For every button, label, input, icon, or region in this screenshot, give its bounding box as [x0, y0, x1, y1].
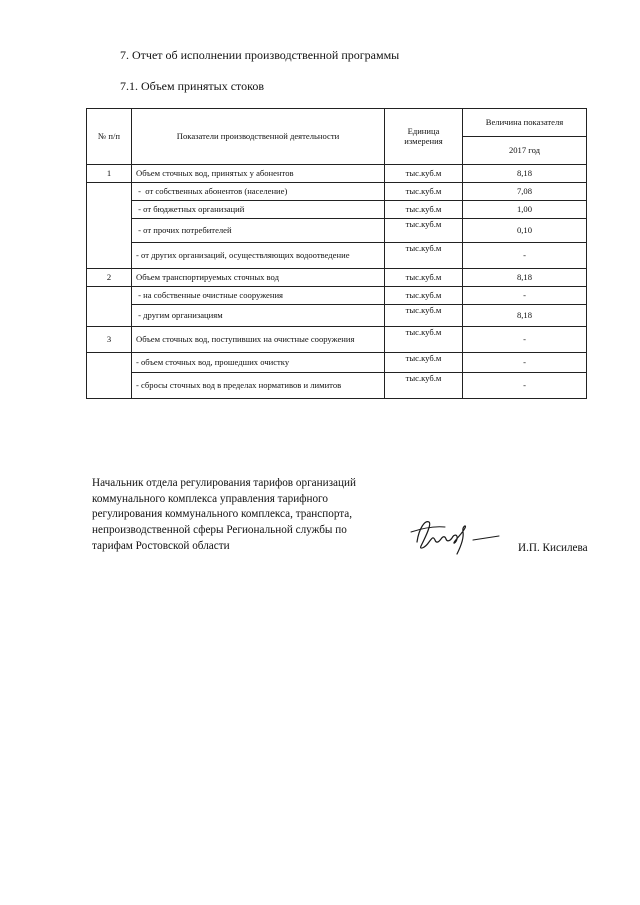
row-unit: тыс.куб.м	[385, 269, 463, 287]
table-row	[87, 201, 587, 219]
table-row	[87, 353, 587, 373]
header-num: № п/п	[87, 109, 132, 165]
row-indicator: - объем сточных вод, прошедших очистку	[132, 353, 385, 373]
subsection-heading: 7.1. Объем принятых стоков	[120, 79, 264, 93]
position-line: непроизводственной сферы Региональной службы по	[92, 524, 347, 537]
row-unit: тыс.куб.м	[385, 243, 463, 269]
table-row	[87, 243, 587, 269]
signatory-name: И.П. Кисилева	[518, 542, 588, 554]
row-num-empty	[87, 183, 132, 269]
row-unit: тыс.куб.м	[385, 165, 463, 183]
table-row	[87, 327, 587, 353]
row-indicator: - от других организаций, осуществляющих водоотведение	[132, 243, 385, 269]
row-value: 1,00	[463, 201, 587, 219]
position-line: тарифам Ростовской области	[92, 539, 230, 552]
table-row	[87, 373, 587, 399]
row-value: -	[463, 373, 587, 399]
row-indicator: Объем сточных вод, принятых у абонентов	[132, 165, 385, 183]
row-num: 1	[87, 165, 132, 183]
table-row	[87, 269, 587, 287]
row-unit: тыс.куб.м	[385, 183, 463, 201]
table-row	[87, 219, 587, 243]
table-row	[87, 183, 587, 201]
row-value: 8,18	[463, 305, 587, 327]
section-heading: 7. Отчет об исполнении производственной программы	[120, 48, 400, 62]
header-indicator: Показатели производственной деятельности	[132, 109, 385, 165]
row-value: -	[463, 287, 587, 305]
row-value: 8,18	[463, 165, 587, 183]
header-value-group: Величина показателя	[463, 109, 587, 137]
row-indicator: - от собственных абонентов (население)	[132, 183, 385, 201]
row-unit: тыс.куб.м	[385, 327, 463, 353]
position-line: коммунального комплекса управления тарифного	[92, 492, 328, 505]
header-unit: Единица измерения	[385, 109, 463, 165]
row-value: 0,10	[463, 219, 587, 243]
row-indicator: - от прочих потребителей	[132, 219, 385, 243]
row-indicator: - сбросы сточных вод в пределах нормативов и лимитов	[132, 373, 385, 399]
row-unit: тыс.куб.м	[385, 219, 463, 243]
row-indicator: Объем транспортируемых сточных вод	[132, 269, 385, 287]
row-value: -	[463, 327, 587, 353]
row-num: 2	[87, 269, 132, 287]
row-num-empty	[87, 287, 132, 327]
row-value: 8,18	[463, 269, 587, 287]
header-year: 2017 год	[463, 137, 587, 165]
table-row	[87, 287, 587, 305]
row-indicator: - от бюджетных организаций	[132, 201, 385, 219]
row-num-empty	[87, 353, 132, 399]
table-row	[87, 305, 587, 327]
row-indicator: Объем сточных вод, поступивших на очистные сооружения	[132, 327, 385, 353]
row-indicator: - на собственные очистные сооружения	[132, 287, 385, 305]
position-line: регулирования коммунального комплекса, транспорта,	[92, 508, 353, 521]
report-table	[86, 108, 587, 399]
row-value: -	[463, 243, 587, 269]
row-value: 7,08	[463, 183, 587, 201]
row-unit: тыс.куб.м	[385, 201, 463, 219]
row-unit: тыс.куб.м	[385, 353, 463, 373]
handwritten-signature	[405, 512, 505, 560]
row-unit: тыс.куб.м	[385, 287, 463, 305]
signatory-position	[92, 476, 412, 554]
row-indicator: - другим организациям	[132, 305, 385, 327]
table-row	[87, 165, 587, 183]
position-line: Начальник отдела регулирования тарифов организаций	[92, 477, 356, 489]
row-unit: тыс.куб.м	[385, 305, 463, 327]
row-unit: тыс.куб.м	[385, 373, 463, 399]
row-value: -	[463, 353, 587, 373]
row-num: 3	[87, 327, 132, 353]
